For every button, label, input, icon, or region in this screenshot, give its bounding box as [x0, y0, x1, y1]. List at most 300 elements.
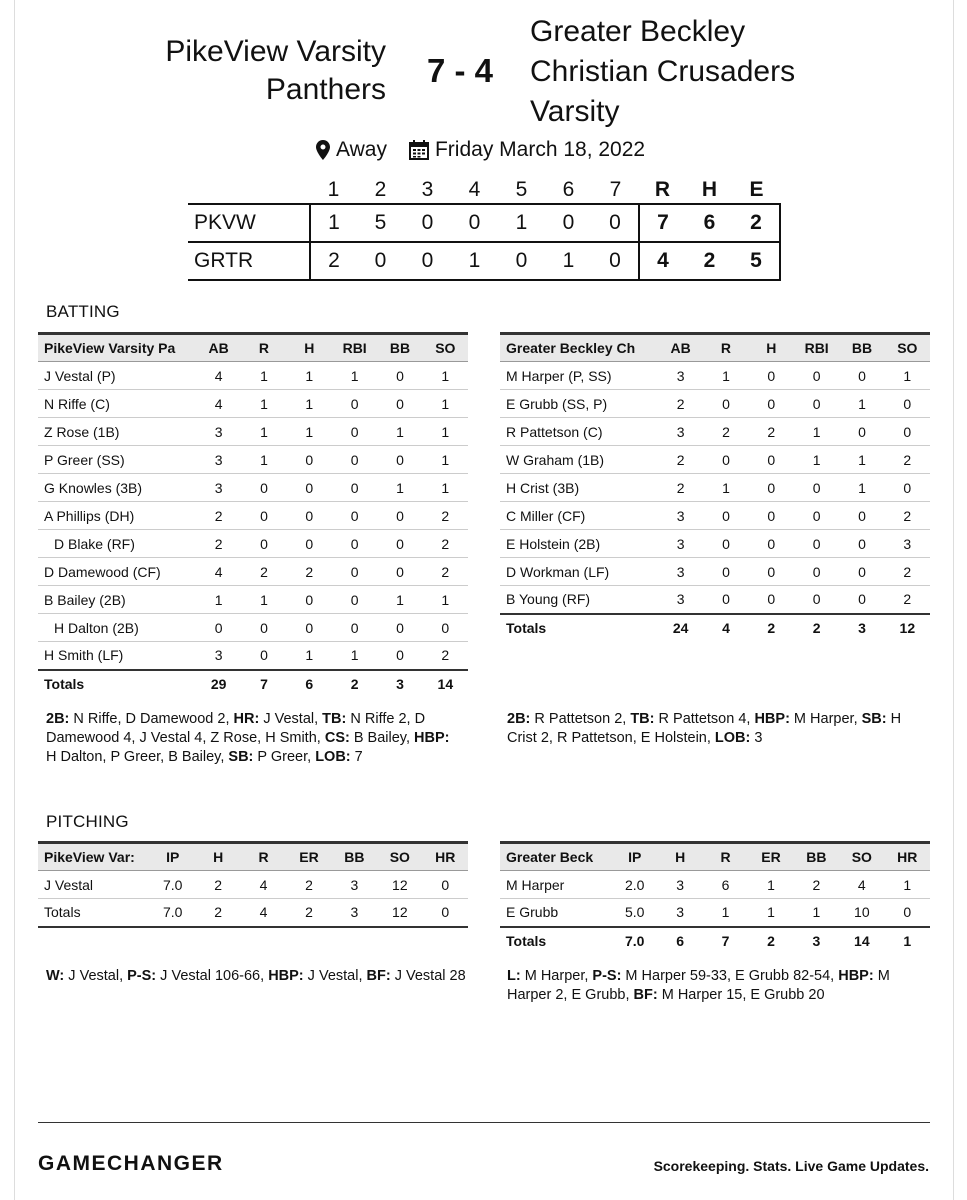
player-row: [38, 502, 468, 530]
stat-cell: 0: [885, 390, 930, 418]
note-text: M Harper 2, E Grubb,: [507, 968, 890, 1003]
stat-cell: 0: [287, 614, 332, 642]
stat-header: [500, 843, 930, 871]
player-name: G Knowles (3B): [38, 474, 196, 502]
away-pitching-notes: [507, 967, 922, 1005]
stat-cell: 7.0: [150, 871, 195, 899]
inning-score: 0: [609, 249, 621, 272]
note-label: BF:: [366, 968, 391, 984]
totals-label: Totals: [506, 933, 547, 949]
stat-cell: 0: [332, 446, 377, 474]
stat-cell: 0: [794, 558, 839, 586]
stat-column-header: BB: [377, 334, 422, 362]
note-label: 2B:: [46, 711, 70, 727]
stat-body: [38, 871, 468, 927]
stat-cell: 2: [196, 502, 241, 530]
totals-label: Totals: [44, 676, 85, 692]
stat-cell: 1: [377, 586, 422, 614]
inning-score: 2: [310, 242, 357, 280]
stat-cell: 0: [794, 586, 839, 614]
player-name: B Young (RF): [500, 586, 658, 614]
linescore-team: GRTR: [194, 249, 254, 272]
stat-cell: 1: [241, 446, 286, 474]
player-name: N Riffe (C): [38, 390, 196, 418]
totals-cell: 24: [672, 620, 689, 636]
note-label: SB:: [228, 749, 254, 765]
note-text: P Greer,: [253, 749, 316, 765]
home-pitching-table: [38, 841, 468, 928]
note-label: HBP:: [414, 730, 450, 746]
away-batting-notes: [507, 710, 922, 748]
stat-cell: 0: [332, 474, 377, 502]
stat-cell: 0: [423, 871, 468, 899]
stat-cell: 2.0: [612, 871, 657, 899]
runs-total: 7: [639, 204, 686, 242]
stat-cell: 3: [657, 871, 702, 899]
stat-column-header: R: [703, 843, 748, 871]
stat-column-header: H: [195, 843, 240, 871]
stat-cell: 2: [286, 871, 331, 899]
stat-cell: 0: [703, 586, 748, 614]
stat-cell: 1: [241, 390, 286, 418]
stat-cell: 3: [196, 642, 241, 670]
stat-cell: 1: [377, 474, 422, 502]
stat-header-row: [38, 843, 468, 871]
totals-cell: 12: [377, 899, 422, 927]
home-team-line2: Panthers: [265, 73, 386, 106]
totals-cell: 2: [286, 899, 331, 927]
stat-header-row: [38, 334, 468, 362]
inning-header: 6: [562, 177, 575, 201]
stat-cell: 2: [749, 418, 794, 446]
stat-cell: 1: [703, 474, 748, 502]
note-label: HBP:: [838, 968, 874, 984]
away-team-line2: Christian Crusaders: [530, 55, 796, 88]
stat-cell: 1: [748, 871, 793, 899]
stat-cell: 0: [287, 586, 332, 614]
game-date-wrap: [409, 138, 645, 162]
stat-column-header: RBI: [332, 334, 377, 362]
note-text: H Crist 2, R Pattetson, E Holstein,: [507, 711, 902, 746]
player-row: [38, 530, 468, 558]
inning-score: 1: [310, 204, 357, 242]
stat-column-header: IP: [612, 843, 657, 871]
stat-cell: 0: [241, 502, 286, 530]
errors-total: 5: [733, 242, 780, 280]
stat-cell: 1: [839, 390, 884, 418]
totals-cell: 7.0: [150, 899, 195, 927]
hits-header: H: [701, 177, 718, 201]
stat-column-header: SO: [377, 843, 422, 871]
stat-cell: 0: [885, 474, 930, 502]
player-name: R Pattetson (C): [500, 418, 658, 446]
stat-cell: 1: [794, 418, 839, 446]
stat-cell: 2: [794, 871, 839, 899]
stat-cell: 0: [377, 390, 422, 418]
player-row: [38, 586, 468, 614]
stat-cell: 0: [332, 558, 377, 586]
totals-cell: 12: [899, 620, 916, 636]
note-label: SB:: [861, 711, 887, 727]
player-name: A Phillips (DH): [38, 502, 196, 530]
stat-cell: 2: [423, 558, 468, 586]
stat-cell: 0: [377, 502, 422, 530]
stat-cell: 0: [839, 502, 884, 530]
gamechanger-logo: GAMECHANGER: [38, 1152, 224, 1175]
totals-cell: 6: [305, 676, 314, 692]
note-text: N Riffe, D Damewood 2,: [69, 711, 234, 727]
stat-cell: 0: [332, 418, 377, 446]
totals-row: [38, 670, 468, 698]
stat-cell: 0: [332, 502, 377, 530]
away-team-line3: Varsity: [530, 95, 620, 128]
stat-cell: 0: [377, 614, 422, 642]
totals-row: [500, 927, 930, 955]
note-label: W:: [46, 968, 65, 984]
runs-header: R: [654, 177, 671, 201]
stat-cell: 2: [658, 474, 703, 502]
away-team-line1: Greater Beckley: [530, 15, 746, 48]
stat-cell: 1: [332, 362, 377, 390]
note-label: CS:: [324, 730, 350, 746]
stat-column-header: BB: [332, 843, 377, 871]
stat-column-header: H: [287, 334, 332, 362]
game-date: Friday March 18, 2022: [434, 138, 646, 161]
game-location: Away: [336, 138, 387, 161]
stat-cell: 0: [839, 558, 884, 586]
note-text: H Dalton, P Greer, B Bailey,: [46, 749, 229, 765]
home-batting-table: [38, 332, 468, 698]
stat-header: [500, 334, 930, 362]
totals-cell: 14: [437, 676, 454, 692]
stat-column-header: SO: [423, 334, 468, 362]
linescore-row: [188, 242, 780, 280]
stat-column-header: IP: [150, 843, 195, 871]
player-name: D Blake (RF): [38, 530, 196, 558]
stat-cell: 2: [423, 502, 468, 530]
calendar-icon: [409, 140, 435, 160]
pitching-section-title: PITCHING: [46, 812, 129, 831]
note-text: M Harper,: [789, 711, 862, 727]
player-name: E Grubb: [500, 899, 612, 927]
stat-cell: 0: [749, 390, 794, 418]
totals-cell: 7.0: [624, 933, 645, 949]
player-name: P Greer (SS): [38, 446, 196, 474]
player-row: [38, 614, 468, 642]
stat-cell: 0: [703, 446, 748, 474]
note-text: J Vestal,: [64, 968, 128, 984]
totals-cell: 2: [812, 620, 821, 636]
away-pitching-table: [500, 841, 930, 955]
stat-cell: 1: [423, 362, 468, 390]
stat-cell: 2: [423, 530, 468, 558]
note-label: LOB:: [315, 749, 351, 765]
player-name: J Vestal: [38, 871, 150, 899]
totals-cell: 3: [332, 899, 377, 927]
totals-cell: 4: [722, 620, 730, 636]
team-column-header: Greater Beck: [500, 843, 612, 871]
home-team-line1: PikeView Varsity: [165, 35, 386, 68]
footer-tagline: Scorekeeping. Stats. Live Game Updates.: [653, 1158, 929, 1174]
inning-score: 0: [562, 211, 575, 234]
stat-cell: 0: [377, 446, 422, 474]
player-name: M Harper: [500, 871, 612, 899]
stat-cell: 3: [332, 871, 377, 899]
totals-cell: 4: [241, 899, 286, 927]
stat-column-header: R: [241, 843, 286, 871]
inning-score: 1: [468, 249, 481, 272]
note-label: LOB:: [714, 730, 751, 746]
stat-cell: 0: [377, 530, 422, 558]
stat-cell: 0: [839, 530, 884, 558]
stat-cell: 4: [196, 558, 241, 586]
stat-cell: 2: [658, 446, 703, 474]
player-row: [38, 418, 468, 446]
stat-column-header: HR: [885, 843, 930, 871]
note-text: B Bailey,: [349, 730, 415, 746]
totals-label: Totals: [506, 620, 547, 636]
note-label: TB:: [322, 711, 347, 727]
note-label: BF:: [633, 987, 658, 1003]
totals-cell: 2: [767, 933, 775, 949]
stat-cell: 4: [839, 871, 884, 899]
stat-cell: 1: [332, 642, 377, 670]
stat-column-header: R: [703, 334, 748, 362]
totals-cell: 2: [195, 899, 240, 927]
stat-cell: 6: [703, 871, 748, 899]
stat-cell: 3: [658, 586, 703, 614]
player-row: [38, 642, 468, 670]
errors-total: 2: [733, 204, 780, 242]
player-row: [38, 390, 468, 418]
map-pin-icon: [316, 140, 336, 160]
away-team-name: [530, 12, 890, 132]
player-row: [38, 362, 468, 390]
player-name: M Harper (P, SS): [500, 362, 658, 390]
stat-cell: 0: [377, 642, 422, 670]
stat-cell: 1: [885, 362, 930, 390]
note-text: J Vestal 28: [390, 968, 466, 984]
player-name: H Dalton (2B): [38, 614, 196, 642]
stat-cell: 2: [885, 446, 930, 474]
stat-cell: 1: [423, 390, 468, 418]
stat-cell: 1: [423, 418, 468, 446]
totals-label: Totals: [38, 899, 150, 927]
team-column-header: PikeView Var:: [38, 843, 150, 871]
stat-cell: 2: [423, 642, 468, 670]
stat-cell: 0: [749, 502, 794, 530]
stat-cell: 1: [794, 899, 839, 927]
stat-cell: 0: [749, 474, 794, 502]
stat-cell: 1: [287, 390, 332, 418]
stat-cell: 2: [241, 558, 286, 586]
player-name: C Miller (CF): [500, 502, 658, 530]
totals-cell: 7: [721, 933, 730, 949]
player-name: Z Rose (1B): [38, 418, 196, 446]
totals-cell: 2: [767, 620, 776, 636]
stat-cell: 0: [839, 362, 884, 390]
player-name: H Smith (LF): [38, 642, 196, 670]
totals-row: [500, 614, 930, 642]
stat-cell: 5.0: [612, 899, 657, 927]
totals-row: [38, 899, 468, 927]
stat-cell: 3: [196, 418, 241, 446]
stat-cell: 0: [749, 446, 794, 474]
player-row: [500, 446, 930, 474]
note-label: P-S:: [592, 968, 622, 984]
note-text: 3: [750, 730, 763, 746]
stat-column-header: ER: [286, 843, 331, 871]
inning-header: 4: [468, 177, 481, 201]
player-row: [500, 474, 930, 502]
inning-score: 0: [421, 249, 434, 272]
stat-cell: 3: [885, 530, 930, 558]
player-row: [500, 530, 930, 558]
stat-cell: 1: [287, 362, 332, 390]
stat-cell: 2: [287, 558, 332, 586]
totals-cell: 29: [210, 676, 227, 692]
stat-cell: 3: [658, 502, 703, 530]
player-row: [38, 474, 468, 502]
stat-column-header: BB: [794, 843, 839, 871]
stat-cell: 2: [885, 502, 930, 530]
stat-column-header: SO: [839, 843, 884, 871]
stat-cell: 0: [241, 530, 286, 558]
stat-cell: 1: [703, 899, 748, 927]
stat-cell: 3: [658, 362, 703, 390]
stat-cell: 0: [839, 418, 884, 446]
stat-cell: 0: [703, 390, 748, 418]
note-text: M Harper,: [520, 968, 593, 984]
stat-cell: 0: [377, 558, 422, 586]
totals-cell: 0: [423, 899, 468, 927]
linescore-team: PKVW: [194, 211, 256, 234]
stat-cell: 0: [794, 362, 839, 390]
totals-cell: 1: [903, 933, 912, 949]
stat-cell: 3: [657, 899, 702, 927]
inning-score: 0: [374, 249, 387, 272]
inning-score: 1: [515, 211, 528, 234]
player-row: [500, 390, 930, 418]
linescore-row: [188, 204, 780, 242]
stat-column-header: R: [241, 334, 286, 362]
inning-header: 1: [327, 177, 340, 201]
stat-cell: 1: [287, 642, 332, 670]
totals-cell: 2: [350, 676, 359, 692]
stat-cell: 1: [423, 474, 468, 502]
stat-cell: 2: [196, 530, 241, 558]
player-name: J Vestal (P): [38, 362, 196, 390]
stat-header: [38, 843, 468, 871]
stat-cell: 0: [794, 530, 839, 558]
stat-cell: 0: [241, 642, 286, 670]
stat-header: [38, 334, 468, 362]
stat-cell: 0: [794, 502, 839, 530]
player-row: [500, 502, 930, 530]
inning-score: 0: [515, 249, 528, 272]
player-row: [38, 871, 468, 899]
inning-header: 7: [609, 177, 622, 201]
stat-cell: 1: [287, 418, 332, 446]
game-meta: [316, 138, 645, 162]
runs-total: 4: [639, 242, 686, 280]
player-name: W Graham (1B): [500, 446, 658, 474]
totals-cell: 3: [858, 620, 866, 636]
hits-total: 2: [703, 249, 716, 272]
note-text: R Pattetson 2,: [530, 711, 631, 727]
totals-cell: 3: [812, 933, 821, 949]
stat-cell: 0: [287, 446, 332, 474]
note-label: 2B:: [507, 711, 531, 727]
stat-column-header: HR: [423, 843, 468, 871]
stat-cell: 1: [241, 362, 286, 390]
stat-cell: 0: [749, 530, 794, 558]
stat-cell: 4: [241, 871, 286, 899]
inning-header: 5: [515, 177, 528, 201]
stat-cell: 0: [332, 530, 377, 558]
stat-cell: 12: [377, 871, 422, 899]
player-row: [38, 558, 468, 586]
player-row: [500, 586, 930, 614]
note-text: J Vestal 106-66,: [156, 968, 269, 984]
inning-header: 2: [374, 177, 387, 201]
team-column-header: Greater Beckley Ch: [500, 334, 658, 362]
totals-cell: 3: [396, 676, 404, 692]
stat-cell: 1: [839, 474, 884, 502]
stat-cell: 3: [658, 558, 703, 586]
stat-cell: 1: [241, 418, 286, 446]
player-name: E Holstein (2B): [500, 530, 658, 558]
stat-cell: 0: [196, 614, 241, 642]
stat-cell: 1: [196, 586, 241, 614]
player-name: D Damewood (CF): [38, 558, 196, 586]
player-name: H Crist (3B): [500, 474, 658, 502]
player-name: D Workman (LF): [500, 558, 658, 586]
player-row: [500, 871, 930, 899]
home-team-name: [100, 33, 386, 109]
note-text: J Vestal,: [303, 968, 367, 984]
player-name: B Bailey (2B): [38, 586, 196, 614]
stat-cell: 2: [658, 390, 703, 418]
stat-cell: 0: [749, 558, 794, 586]
stat-cell: 0: [241, 474, 286, 502]
stat-body: [500, 871, 930, 955]
stat-cell: 0: [703, 502, 748, 530]
team-column-header: PikeView Varsity Pa: [38, 334, 196, 362]
inning-header: 3: [421, 177, 434, 201]
footer-divider: [38, 1122, 930, 1123]
stat-column-header: H: [657, 843, 702, 871]
note-text: M Harper 59-33, E Grubb 82-54,: [621, 968, 839, 984]
note-text: R Pattetson 4,: [654, 711, 755, 727]
stat-column-header: H: [749, 334, 794, 362]
inning-score: 1: [562, 249, 575, 272]
stat-cell: 1: [423, 446, 468, 474]
stat-cell: 0: [241, 614, 286, 642]
note-label: TB:: [630, 711, 655, 727]
totals-cell: 6: [676, 933, 685, 949]
home-pitching-notes: [46, 967, 466, 986]
stat-body: [38, 362, 468, 698]
stat-cell: 0: [794, 390, 839, 418]
stat-cell: 0: [794, 474, 839, 502]
totals-cell: 14: [854, 933, 870, 949]
player-row: [500, 418, 930, 446]
note-text: 7: [350, 749, 363, 765]
stat-cell: 3: [196, 474, 241, 502]
player-row: [500, 362, 930, 390]
stat-cell: 10: [839, 899, 884, 927]
